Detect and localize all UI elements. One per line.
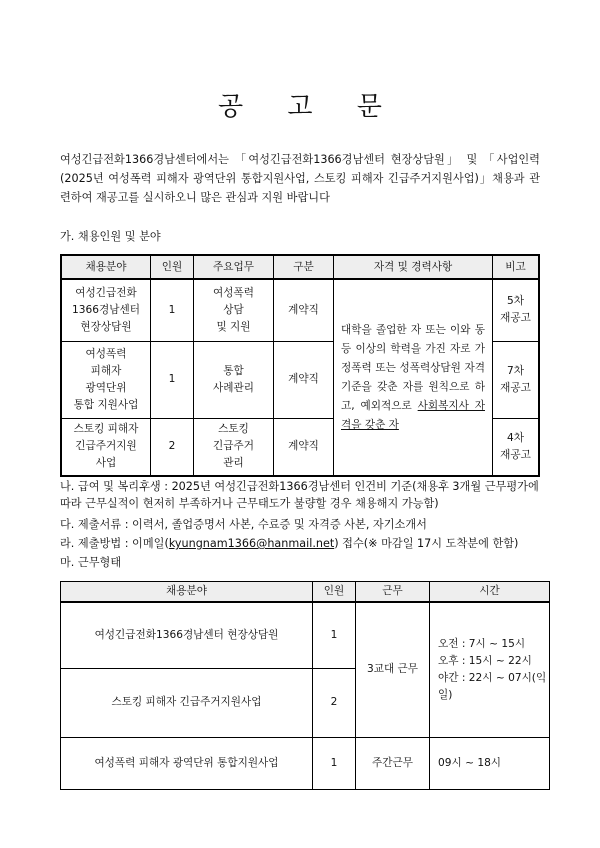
field-cell: 스토킹 피해자 긴급주거지원사업: [61, 668, 313, 737]
recruitment-table: [60, 254, 540, 477]
header-type: 구분: [274, 255, 334, 279]
field-cell: [61, 418, 151, 476]
count-cell: 1: [151, 341, 194, 418]
time-cell: 09시 ~ 18시: [430, 737, 550, 789]
note-line: 4차: [507, 431, 524, 444]
table-header-row: [61, 582, 550, 603]
section-da-documents: 다. 제출서류 : 이력서, 졸업증명서 사본, 수료증 및 자격증 사본, 자기소개서: [60, 518, 427, 531]
section-ga-heading: 가. 채용인원 및 분야: [60, 230, 161, 243]
note-line: 7차: [507, 364, 524, 377]
work-cell: 3교대 근무: [356, 602, 430, 737]
header-qualification: 자격 및 경력사항: [334, 255, 493, 279]
method-suffix: ) 접수(※ 마감일 17시 도착분에 한함): [334, 537, 519, 550]
type-cell: 계약직: [274, 341, 334, 418]
work-cell: 주간근무: [356, 737, 430, 789]
note-line: 5차: [507, 295, 524, 308]
table-row: [61, 279, 539, 341]
field-cell: 여성폭력 피해자 광역단위 통합지원사업: [61, 737, 313, 789]
section-ra-method: [60, 535, 518, 552]
duty-line: 스토킹: [218, 423, 249, 436]
count-cell: 1: [313, 737, 356, 789]
duty-line: 상담: [223, 303, 244, 316]
field-line: 통합 지원사업: [73, 398, 139, 411]
duty-line: 사례관리: [213, 381, 254, 394]
duty-line: 긴급주거: [213, 440, 254, 453]
email-link[interactable]: kyungnam1366@hanmail.net: [168, 537, 335, 550]
duty-cell: [194, 341, 274, 418]
duty-line: 여성폭력: [213, 286, 254, 299]
field-line: 현장상담원: [80, 320, 132, 333]
field-line: 광역단위: [85, 381, 127, 394]
field-cell: [61, 279, 151, 341]
header-time: 시간: [430, 582, 550, 603]
field-line: 여성긴급전화: [75, 286, 137, 299]
page-title: 공 고 문: [218, 92, 400, 122]
field-line: 1366경남센터: [72, 303, 140, 316]
work-schedule-table: [60, 581, 550, 790]
header-field: 채용분야: [61, 582, 313, 603]
qualification-underlined: 사회복지사 자격을 갖춘 자: [341, 399, 485, 431]
type-cell: 계약직: [274, 418, 334, 476]
duty-line: 통합: [223, 364, 244, 377]
method-prefix: 라. 제출방법 : 이메일(: [60, 537, 169, 550]
table-row: [61, 602, 550, 668]
section-ma-heading: 마. 근무형태: [60, 556, 122, 569]
count-cell: 1: [313, 602, 356, 668]
note-line: 재공고: [500, 312, 531, 325]
qualification-cell: [334, 279, 493, 476]
header-work: 근무: [356, 582, 430, 603]
duty-cell: [194, 418, 274, 476]
type-cell: 계약직: [274, 279, 334, 341]
count-cell: 1: [151, 279, 194, 341]
header-count: 인원: [313, 582, 356, 603]
header-duty: 주요업무: [194, 255, 274, 279]
field-line: 스토킹 피해자: [73, 423, 139, 436]
table-header-row: [61, 255, 539, 279]
table-row: [61, 737, 550, 789]
header-note: 비고: [493, 255, 540, 279]
field-cell: 여성긴급전화1366경남센터 현장상담원: [61, 602, 313, 668]
field-line: 피해자: [90, 364, 122, 377]
count-cell: 2: [313, 668, 356, 737]
field-line: 긴급주거지원: [75, 440, 137, 453]
time-line: 오전 : 7시 ~ 15시: [438, 637, 526, 650]
field-line: 여성폭력: [85, 347, 127, 360]
section-na-salary: 나. 급여 및 복리후생 : 2025년 여성긴급전화1366경남센터 인건비 기준(채용후 3개월 근무평가에 따라 근무실적이 현저히 부족하거나 근무태도가 불량할 경우 채용해지 가능함): [60, 480, 539, 510]
duty-line: 및 지원: [216, 320, 251, 333]
note-line: 재공고: [500, 448, 531, 461]
time-line: 오후 : 15시 ~ 22시: [438, 654, 532, 667]
qualification-text: 대학을 졸업한 자 또는 이와 동등 이상의 학력을 가진 자로 가정폭력 또는 성폭력상담원 자격기준을 갖춘 자를 원칙으로 하고, 예외적으로: [341, 323, 485, 412]
intro-paragraph: 여성긴급전화1366경남센터에서는 「여성긴급전화1366경남센터 현장상담원」 및 「사업인력(2025년 여성폭력 피해자 광역단위 통합지원사업, 스토킹 피해자 긴급주거지원사업)」채용과 관련하여 재공고를 실시하오니 많은 관심과 지원 바랍니다: [60, 153, 540, 204]
header-count: 인원: [151, 255, 194, 279]
field-line: 사업: [95, 457, 117, 470]
note-line: 재공고: [500, 381, 531, 394]
count-cell: 2: [151, 418, 194, 476]
note-cell: [493, 418, 540, 476]
time-cell: [430, 602, 550, 737]
duty-line: 관리: [223, 457, 244, 470]
note-cell: [493, 341, 540, 418]
header-field: 채용분야: [61, 255, 151, 279]
field-cell: [61, 341, 151, 418]
duty-cell: [194, 279, 274, 341]
note-cell: [493, 279, 540, 341]
time-line: 야간 : 22시 ~ 07시(익일): [438, 671, 547, 701]
